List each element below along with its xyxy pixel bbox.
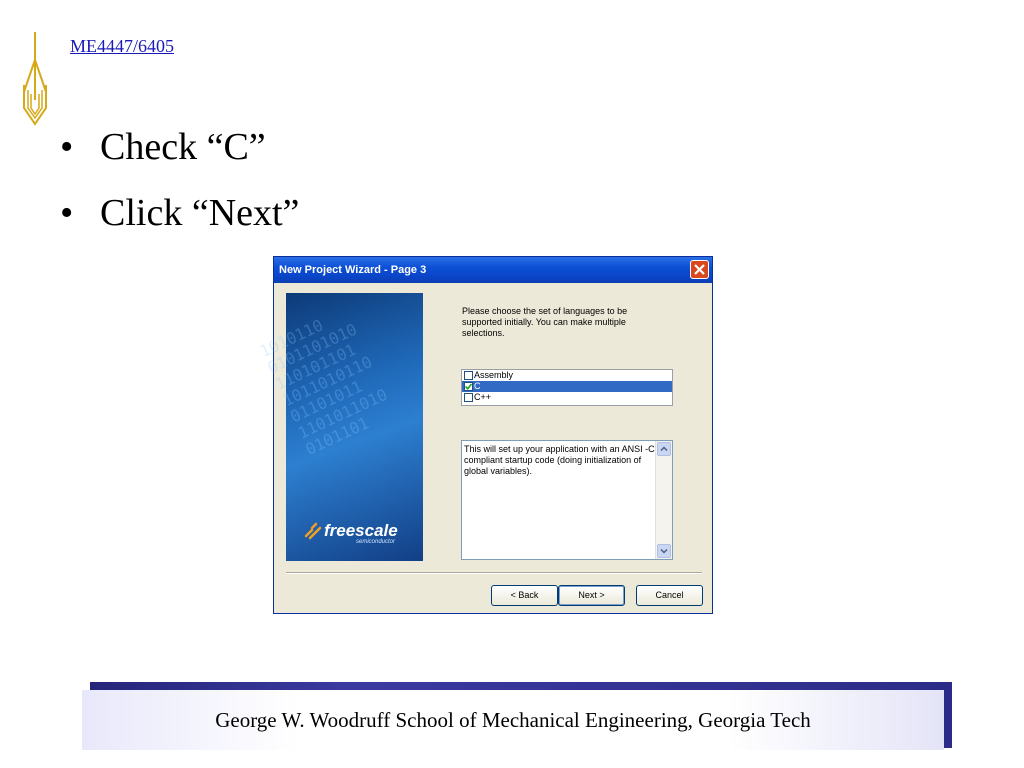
scroll-down-button[interactable] (657, 544, 671, 558)
language-checklist[interactable] (461, 369, 673, 406)
dialog-titlebar[interactable] (274, 257, 712, 283)
footer-text: George W. Woodruff School of Mechanical Engineering, Georgia Tech (215, 708, 811, 732)
cancel-button[interactable]: Cancel (636, 585, 703, 606)
bullet-list (60, 122, 299, 254)
bullet-item (60, 188, 299, 254)
c-checkbox[interactable] (464, 382, 473, 391)
list-item-assembly[interactable] (462, 370, 672, 381)
back-button[interactable]: < Back (491, 585, 558, 606)
next-button[interactable]: Next > (558, 585, 625, 606)
bullet-text: Click “Next” (100, 192, 300, 234)
cpp-checkbox[interactable] (464, 393, 473, 402)
georgia-tech-logo-icon (20, 30, 50, 126)
description-text: This will set up your application with an ANSI -C compliant startup code (doing initialization of global variables). (464, 444, 655, 476)
close-button[interactable] (690, 260, 709, 279)
description-box[interactable] (461, 440, 673, 560)
chevron-up-icon (660, 445, 668, 453)
close-icon (694, 264, 705, 275)
bullet-item (60, 122, 299, 188)
dialog-title: New Project Wizard - Page 3 (279, 264, 427, 276)
course-code[interactable]: ME4447/6405 (70, 36, 175, 56)
chevron-down-icon (660, 547, 668, 555)
checkmark-icon (465, 383, 472, 390)
scroll-up-button[interactable] (657, 442, 671, 456)
language-prompt: Please choose the set of languages to be supported initially. You can make multiple selections. (462, 306, 628, 338)
description-scrollbar[interactable] (655, 441, 672, 559)
freescale-banner (256, 293, 423, 561)
lang-label: C (474, 381, 481, 391)
lang-label: Assembly (474, 370, 514, 380)
binary-pattern: 1010110 0101101010 110101101 1011010110 01101011 1101011010 0101101 (256, 315, 391, 460)
bullet-dot: • (60, 126, 74, 168)
list-item-cpp[interactable] (462, 392, 672, 403)
lang-label: C++ (474, 392, 492, 402)
bullet-text: Check “C” (100, 126, 266, 168)
footer-bar (82, 690, 944, 750)
new-project-wizard-dialog (256, 256, 713, 614)
freescale-logo (302, 521, 398, 541)
freescale-mark-icon (302, 522, 324, 540)
bullet-dot: • (60, 192, 74, 234)
brand-name: freescale (324, 521, 398, 540)
button-separator (286, 572, 702, 574)
brand-tagline: semiconductor (356, 539, 396, 545)
assembly-checkbox[interactable] (464, 371, 473, 380)
list-item-c[interactable] (462, 381, 672, 392)
